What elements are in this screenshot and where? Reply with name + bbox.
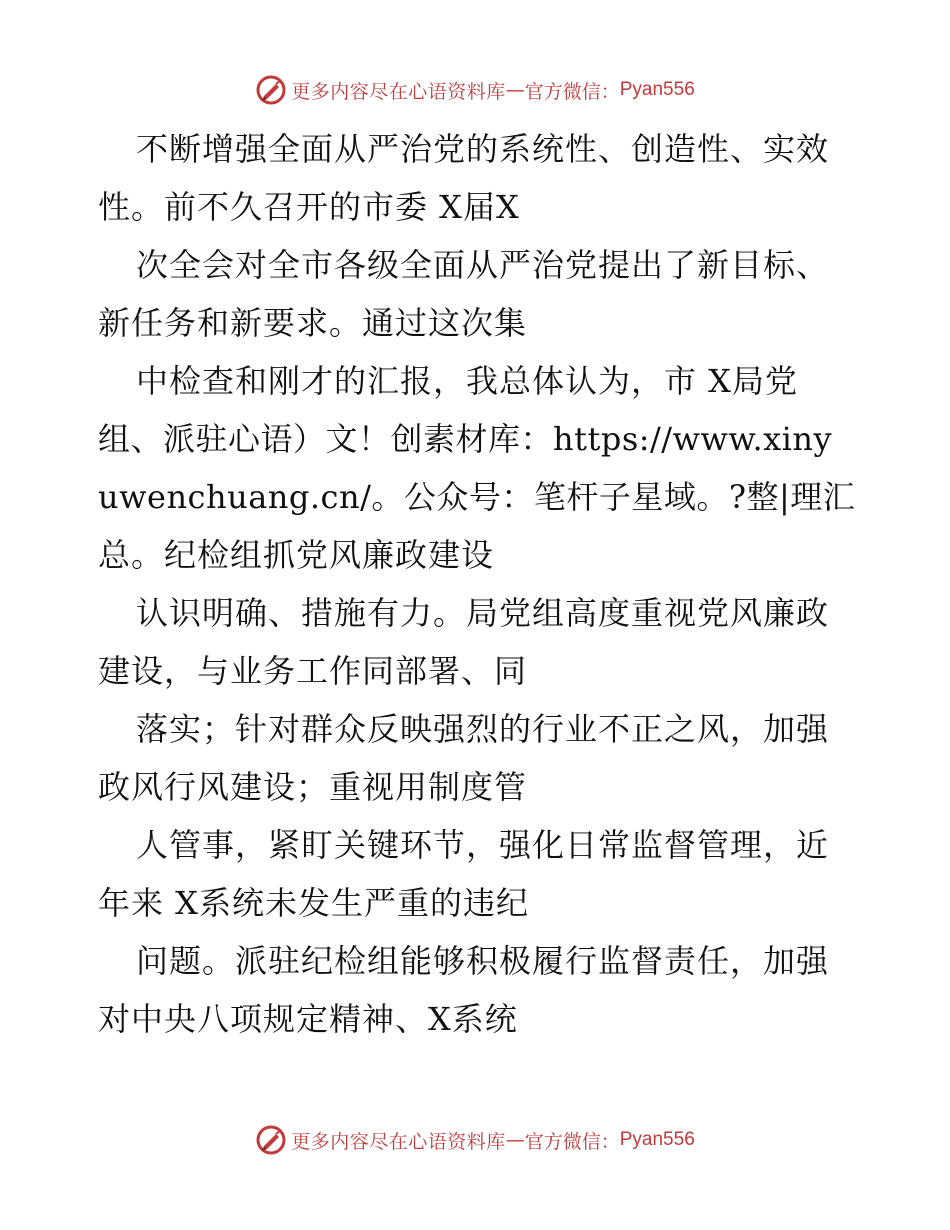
- text-line: 总。纪检组抓党风廉政建设: [98, 536, 495, 574]
- text-line: 认识明确、措施有力。局党组高度重视党风廉政: [136, 594, 830, 632]
- text-line: 落实；针对群众反映强烈的行业不正之风，加强: [136, 710, 830, 748]
- text-line: 人管事，紧盯关键环节，强化日常监督管理，近: [136, 826, 830, 864]
- text-line: uwenchuang.cn/。公众号：笔杆子星域。?整|理汇: [98, 478, 856, 516]
- header-banner: [0, 70, 950, 110]
- text-line: 年来 X系统未发生严重的违纪: [98, 884, 529, 922]
- text-line: 性。前不久召开的市委 X届X: [98, 188, 520, 226]
- banner-wechat-id: Pyan556: [619, 79, 695, 100]
- text-line: 问题。派驻纪检组能够积极履行监督责任，加强: [136, 942, 830, 980]
- banner-wechat-label: 官方微信：: [524, 80, 620, 103]
- banner-wechat-id: Pyan556: [619, 1129, 695, 1150]
- banner-title: 更多内容尽在心语资料库: [291, 1130, 506, 1153]
- footer-banner: [0, 1120, 950, 1160]
- banner-wechat-label: 官方微信：: [524, 1130, 620, 1153]
- text-line: 建设，与业务工作同部署、同: [98, 652, 528, 690]
- text-line: 新任务和新要求。通过这次集: [98, 304, 528, 342]
- banner-separator: —: [505, 79, 525, 101]
- text-line: 次全会对全市各级全面从严治党提出了新目标、: [136, 246, 830, 284]
- text-line: 对中央八项规定精神、X系统: [98, 1000, 518, 1038]
- text-line: 政风行风建设；重视用制度管: [98, 768, 528, 806]
- pen-logo-icon: [255, 1124, 287, 1156]
- text-line: 组、派驻心语）文！创素材库：https://www.xiny: [98, 420, 833, 458]
- text-line: 中检查和刚才的汇报，我总体认为，市 X局党: [136, 362, 798, 400]
- text-line: 不断增强全面从严治党的系统性、创造性、实效: [136, 130, 830, 168]
- banner-separator: —: [505, 1129, 525, 1151]
- document-body: [98, 120, 858, 1048]
- banner-title: 更多内容尽在心语资料库: [291, 80, 506, 103]
- pen-logo-icon: [255, 74, 287, 106]
